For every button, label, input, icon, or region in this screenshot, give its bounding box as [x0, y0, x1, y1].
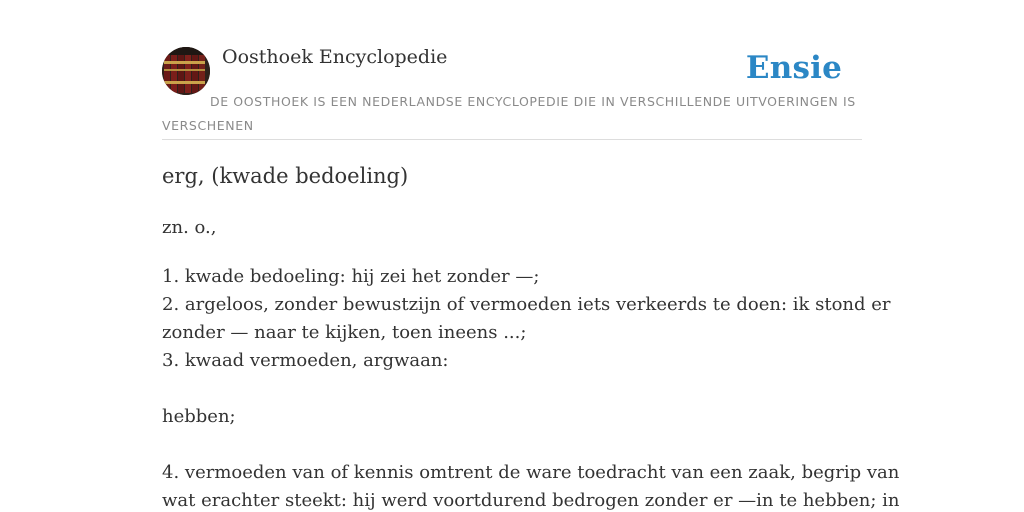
definition-line: 3. kwaad vermoeden, argwaan: — [162, 350, 449, 371]
definition-line — [162, 431, 862, 459]
site-header — [162, 0, 862, 140]
avatar[interactable] — [162, 47, 210, 95]
brand-logo[interactable]: Ensie — [745, 50, 842, 86]
definition-line: hebben; — [162, 406, 236, 427]
site-tagline: DE OOSTHOEK IS EEN NEDERLANDSE ENCYCLOPEDIE DIE IN VERSCHILLENDE UITVOERINGEN IS VERSCHENEN — [162, 94, 856, 133]
definition-line — [162, 375, 862, 403]
encyclopedia-books-icon — [162, 47, 210, 95]
definition-line: 2. argeloos, zonder bewustzijn of vermoeden iets verkeerds te doen: ik stond er — [162, 294, 891, 315]
definition-line: wat erachter steekt: hij werd voortdurend bedrogen zonder er —in te hebben; in — [162, 490, 900, 511]
definition-line: zonder — naar te kijken, toen ineens ...; — [162, 322, 527, 343]
definition-line: 1. kwade bedoeling: hij zei het zonder —; — [162, 266, 540, 287]
entry-title: erg, (kwade bedoeling) — [162, 164, 409, 188]
entry-definition — [162, 263, 900, 512]
site-name[interactable]: Oosthoek Encyclopedie — [222, 46, 448, 68]
part-of-speech: zn. o., — [162, 217, 217, 238]
page-container — [162, 0, 900, 511]
definition-line: 4. vermoeden van of kennis omtrent de ware toedracht van een zaak, begrip van — [162, 462, 900, 483]
